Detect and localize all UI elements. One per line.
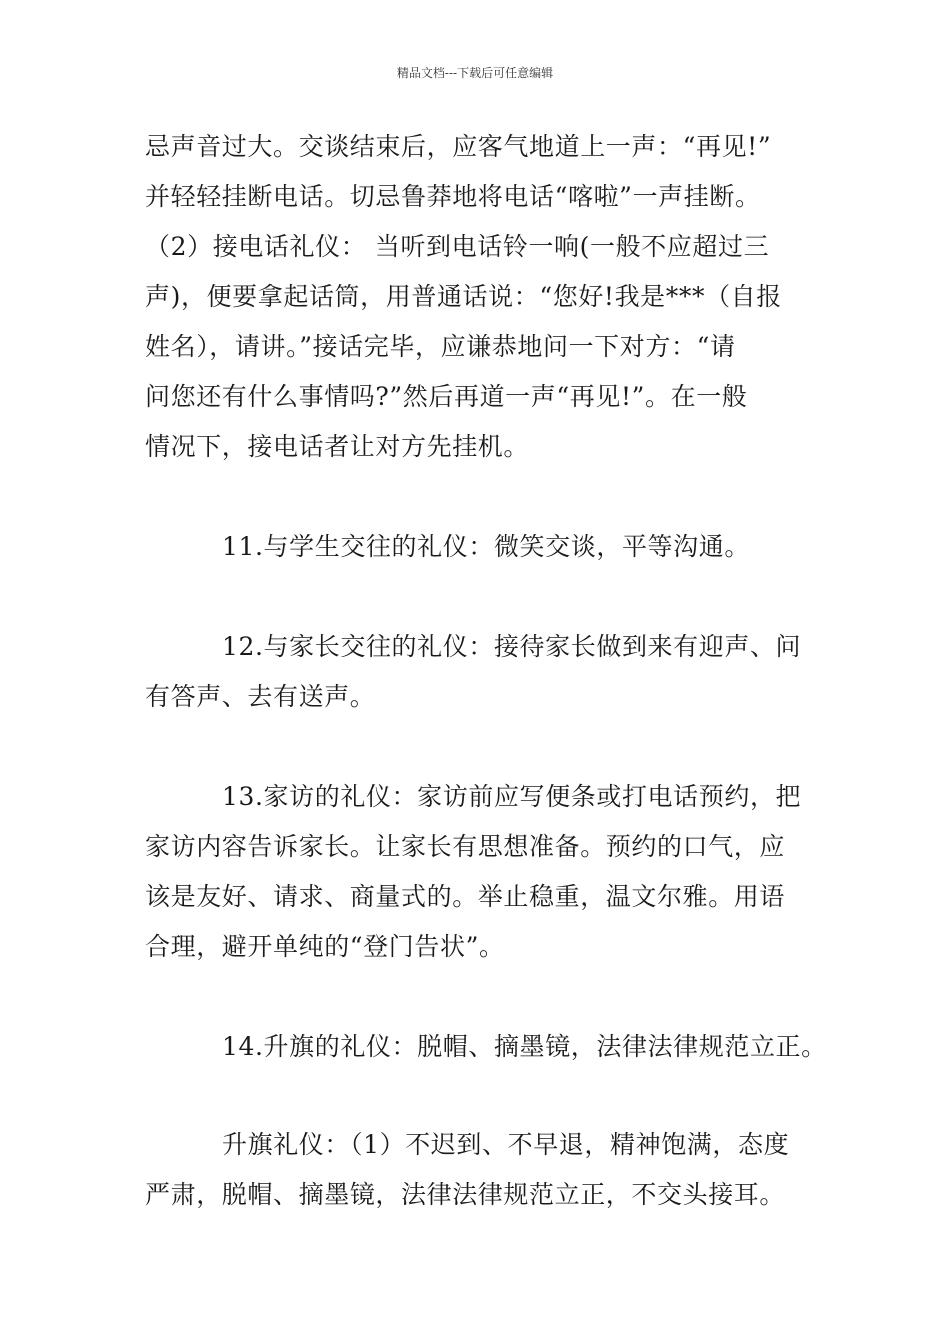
text-line: 合理，避开单纯的“登门告状”。 <box>145 932 505 961</box>
text-line: 声)，便要拿起话筒，用普通话说：“您好!我是***（自报 <box>145 282 782 311</box>
text-line: （2）接电话礼仪： 当听到电话铃一响(一般不应超过三 <box>145 232 770 261</box>
text-line: 该是友好、请求、商量式的。举止稳重，温文尔雅。用语 <box>145 882 786 911</box>
paragraph-14: 14.升旗的礼仪：脱帽、摘墨镜，法律法律规范立正。 <box>222 1032 827 1061</box>
paragraph-flag-raising: 升旗礼仪：（1）不迟到、不早退，精神饱满，态度 <box>222 1130 790 1159</box>
text-line: 有答声、去有送声。 <box>145 682 376 711</box>
text-line: 忌声音过大。交谈结束后，应客气地道上一声：“再见!” <box>145 132 772 161</box>
text-line: 姓名），请讲。”接话完毕，应谦恭地问一下对方：“请 <box>145 332 736 361</box>
paragraph-13: 13.家访的礼仪：家访前应写便条或打电话预约，把 <box>222 782 802 811</box>
text-line: 家访内容告诉家长。让家长有思想准备。预约的口气，应 <box>145 832 786 861</box>
paragraph-12: 12.与家长交往的礼仪：接待家长做到来有迎声、问 <box>222 632 802 661</box>
text-line: 问您还有什么事情吗?”然后再道一声“再见!”。在一般 <box>145 382 748 411</box>
paragraph-11: 11.与学生交往的礼仪：微笑交谈，平等沟通。 <box>222 532 750 561</box>
page-header: 精品文档---下载后可任意编辑 <box>396 66 554 80</box>
text-line: 并轻轻挂断电话。切忌鲁莽地将电话“喀啦”一声挂断。 <box>145 182 761 211</box>
text-line: 情况下，接电话者让对方先挂机。 <box>145 432 530 461</box>
text-line: 严肃，脱帽、摘墨镜，法律法律规范立正，不交头接耳。 <box>145 1180 786 1209</box>
